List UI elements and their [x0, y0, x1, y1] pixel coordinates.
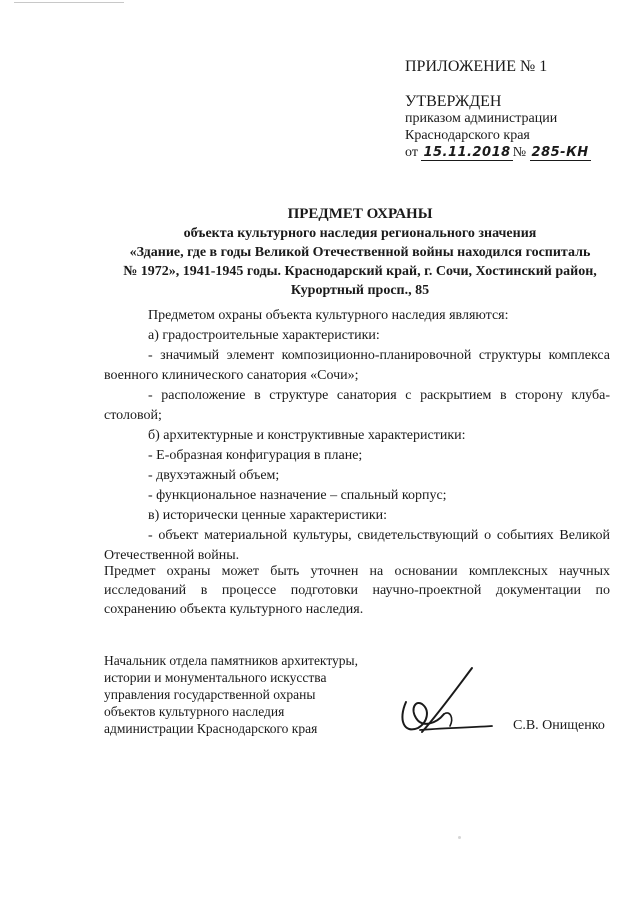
approval-line: Краснодарского края [405, 128, 530, 143]
body-paragraph: - функциональное назначение – спальный корпус; [148, 488, 447, 503]
body-paragraph: б) архитектурные и конструктивные характеристики: [148, 428, 466, 443]
title-line: объекта культурного наследия регионального значения [183, 226, 537, 241]
approval-date-line [405, 144, 630, 161]
body-paragraph: - значимый элемент композиционно-планировочной структуры комплекса военного клинического санатория «Сочи»; [104, 348, 610, 383]
signer-position-line: Начальник отдела памятников архитектуры, [104, 653, 358, 668]
signer-name: С.В. Онищенко [513, 718, 605, 733]
approval-line: приказом администрации [405, 111, 558, 126]
number-sign: № [512, 145, 527, 160]
signer-position-line: истории и монументального искусства [104, 670, 327, 685]
title-main: ПРЕДМЕТ ОХРАНЫ [287, 206, 433, 222]
handwritten-signature [392, 662, 502, 752]
approval-block [405, 58, 630, 161]
body-paragraph: - Е-образная конфигурация в плане; [148, 448, 363, 463]
body-paragraph: - объект материальной культуры, свидетельствующий о событиях Великой Отечественной войны. [104, 528, 610, 563]
body-paragraph: а) градостроительные характеристики: [148, 328, 380, 343]
title-line: № 1972», 1941-1945 годы. Краснодарский край, г. Сочи, Хостинский район, [123, 264, 597, 279]
protection-subject-list [104, 306, 610, 566]
signer-position-line: объектов культурного наследия [104, 704, 285, 719]
handwritten-number: 285-КН [531, 145, 589, 160]
handwritten-date: 15.11.2018 [423, 145, 511, 160]
title-line: Курортный просп., 85 [290, 283, 430, 298]
scan-speck [458, 836, 461, 839]
body-paragraph: Предметом охраны объекта культурного наследия являются: [148, 308, 509, 323]
signer-position-line: управления государственной охраны [104, 687, 316, 702]
signer-position [104, 652, 404, 737]
scan-artifact [14, 2, 124, 6]
from-prefix: от [405, 145, 418, 160]
body-paragraph: в) исторически ценные характеристики: [148, 508, 388, 523]
approved-label: УТВЕРЖДЕН [405, 93, 502, 110]
body-paragraph: - двухэтажный объем; [148, 468, 280, 483]
document-title [100, 205, 620, 300]
title-line: «Здание, где в годы Великой Отечественной войны находился госпиталь [129, 245, 591, 260]
signer-position-line: администрации Краснодарского края [104, 721, 318, 736]
appendix-label: ПРИЛОЖЕНИЕ № 1 [405, 58, 548, 75]
body-paragraph: - расположение в структуре санатория с раскрытием в сторону клуба-столовой; [104, 388, 610, 423]
clarification-note: Предмет охраны может быть уточнен на основании комплексных научных исследований в процессе подготовки научно-проектной документации по сохранению объекта культурного наследия. [104, 564, 610, 617]
